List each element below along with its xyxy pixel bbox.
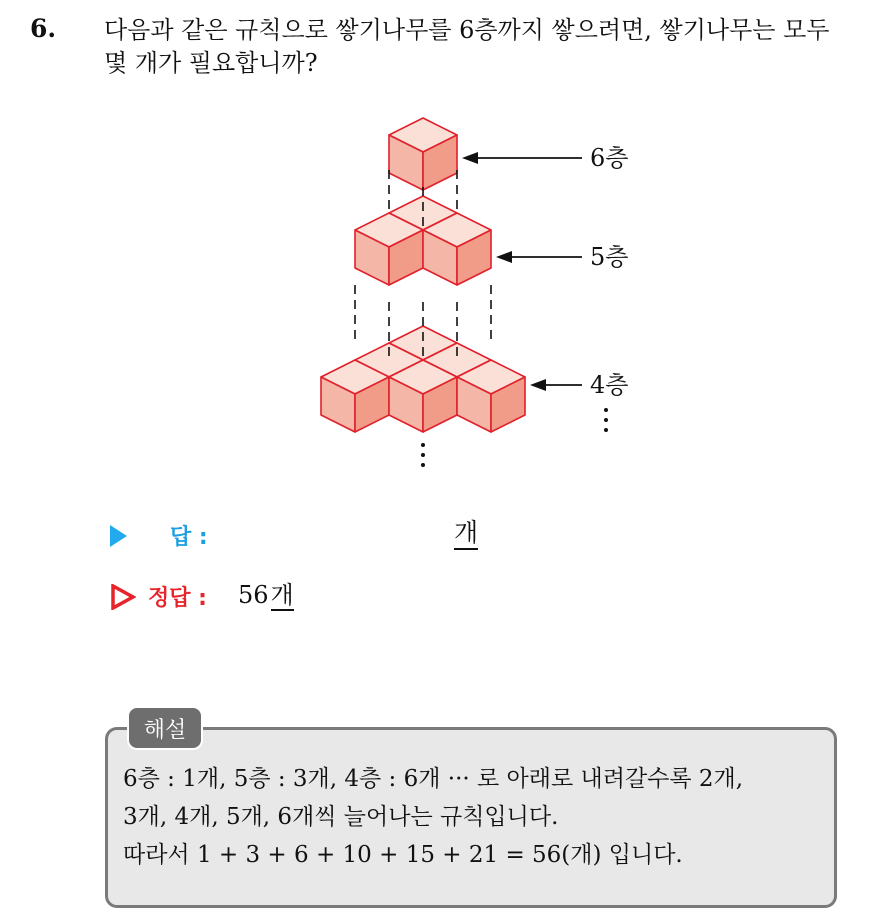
question-text (104, 14, 864, 80)
label-4th-floor: 4층 (590, 371, 629, 399)
correct-label: 정답 : (148, 586, 207, 611)
stacked-cubes-figure (300, 110, 660, 480)
solution-tag: 해설 (127, 706, 203, 750)
question-line-2: 몇 개가 필요합니까? (104, 49, 318, 77)
vertical-ellipsis-right (604, 408, 608, 432)
correct-unit: 개 (270, 581, 294, 609)
correct-value (238, 580, 294, 610)
correct-marker-icon (110, 584, 136, 610)
question-line-1: 다음과 같은 규칙으로 쌓기나무를 6층까지 쌓으려면, 쌓기나무는 모두 (104, 16, 830, 44)
answer-marker-icon (110, 525, 127, 547)
solution-line-2: 3개, 4개, 5개, 6개씩 늘어나는 규칙입니다. (123, 804, 559, 830)
answer-row (108, 518, 608, 554)
solution-line-3: 따라서 1 + 3 + 6 + 10 + 15 + 21 = 56(개) 입니다. (123, 842, 683, 868)
cube-6-top (389, 118, 457, 190)
solution-line-1: 6층 : 1개, 5층 : 3개, 4층 : 6개 ··· 로 아래로 내려갈수록 2개, (123, 766, 744, 792)
solution-text (123, 760, 833, 874)
label-5th-floor: 5층 (590, 243, 629, 271)
label-6th-floor: 6층 (590, 144, 629, 172)
correct-number: 56 (238, 581, 269, 609)
vertical-ellipsis-bottom (421, 443, 425, 467)
answer-label: 답 : (170, 525, 208, 550)
question-number: 6. (30, 14, 57, 43)
correct-answer-row (108, 580, 608, 616)
answer-unit: 개 (454, 518, 478, 550)
